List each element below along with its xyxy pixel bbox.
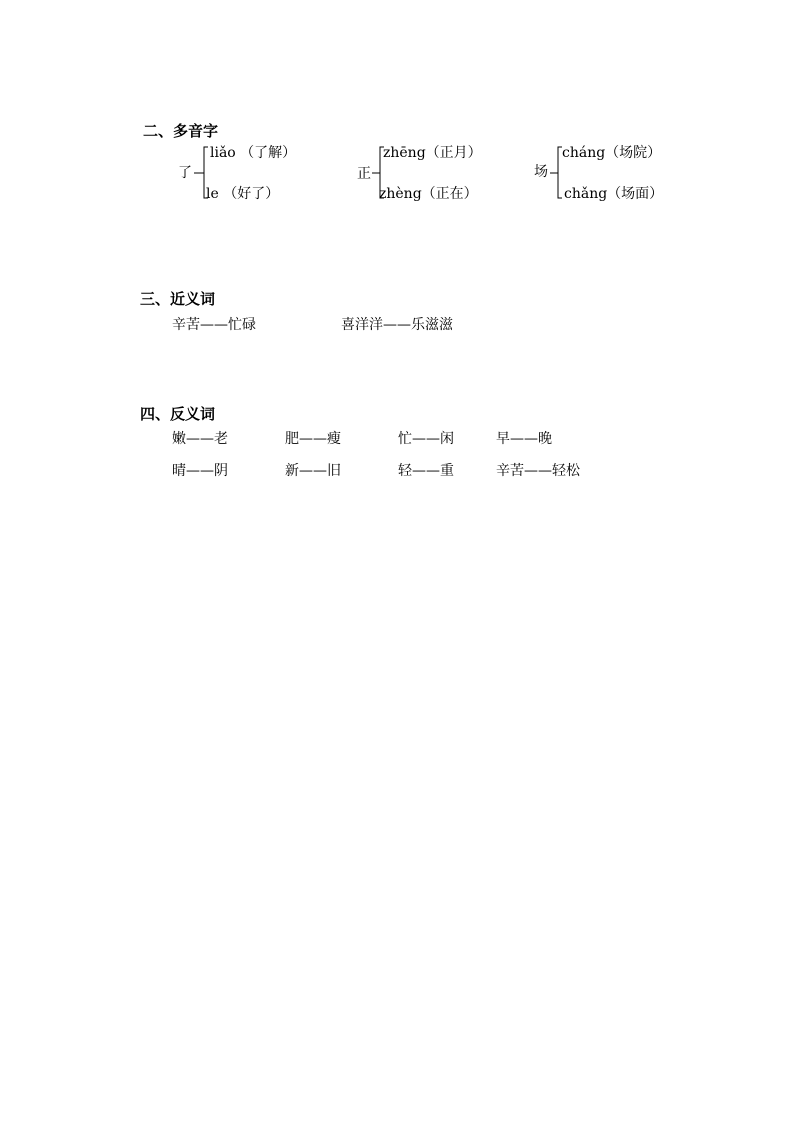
polyphonic-char: 场 xyxy=(534,164,548,180)
section-heading-polyphonic: 二、多音字 xyxy=(143,122,219,140)
polyphonic-reading-1: zhēng（正月） xyxy=(383,145,482,161)
antonym-pair: 嫩——老 xyxy=(172,431,228,447)
section-heading-synonyms: 三、近义词 xyxy=(140,290,216,308)
polyphonic-group-2 xyxy=(357,142,557,204)
antonym-pair: 晴——阴 xyxy=(172,463,228,479)
antonym-pair: 早——晚 xyxy=(496,431,552,447)
synonym-pair: 喜洋洋——乐滋滋 xyxy=(341,317,453,333)
polyphonic-reading-1: cháng（场院） xyxy=(562,145,662,161)
polyphonic-reading-2: le （好了） xyxy=(206,186,280,202)
antonym-pair: 新——旧 xyxy=(285,463,341,479)
antonym-pair: 轻——重 xyxy=(398,463,454,479)
polyphonic-group-1 xyxy=(178,142,378,204)
synonym-pair: 辛苦——忙碌 xyxy=(172,317,256,333)
antonym-pair: 辛苦——轻松 xyxy=(496,463,580,479)
polyphonic-reading-2: chǎng（场面） xyxy=(564,186,664,202)
polyphonic-group-3 xyxy=(534,142,734,204)
polyphonic-char: 正 xyxy=(357,166,371,182)
polyphonic-char: 了 xyxy=(178,165,192,181)
antonym-pair: 忙——闲 xyxy=(398,431,454,447)
polyphonic-reading-1: liǎo （了解） xyxy=(210,145,297,161)
polyphonic-reading-2: zhèng（正在） xyxy=(379,186,478,202)
section-heading-antonyms: 四、反义词 xyxy=(140,405,216,423)
antonym-pair: 肥——瘦 xyxy=(285,431,341,447)
